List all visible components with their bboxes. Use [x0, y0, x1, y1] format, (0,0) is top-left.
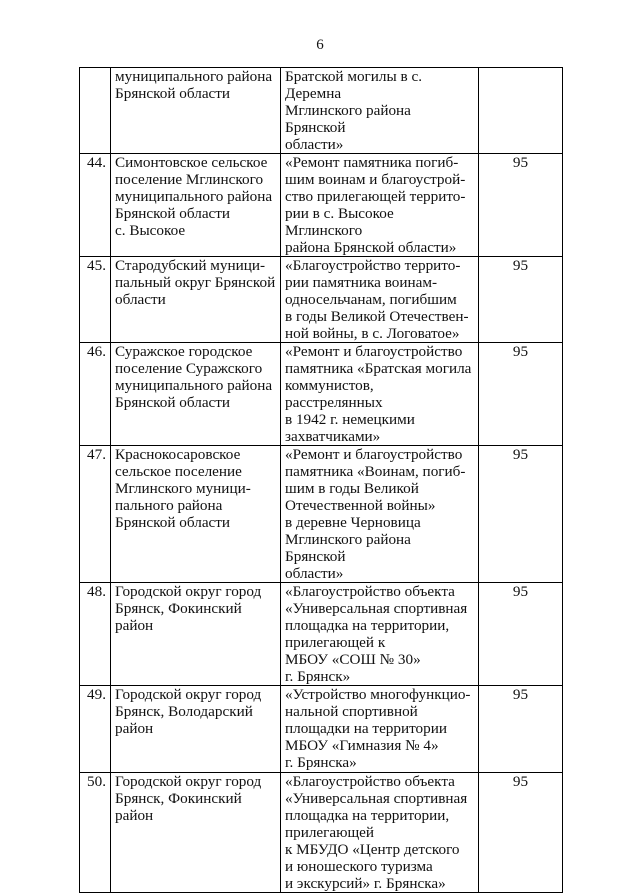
project-name-cell: «Ремонт и благоустройство памятника «Братская могила коммунистов, расстрелянных в 1942 г. немецкими захватчиками» — [281, 343, 479, 446]
row-number: 48. — [80, 583, 111, 686]
amount-cell — [479, 68, 563, 154]
project-name-cell: «Благоустройство террито- рии памятника воинам- односельчанам, погибшим в годы Великой Отечествен- ной войны, в с. Логоватое» — [281, 257, 479, 343]
recipient-cell: Городской округ город Брянск, Фокинский район — [111, 773, 281, 893]
amount-cell: 95 — [479, 686, 563, 773]
row-number: 50. — [80, 773, 111, 893]
amount-cell: 95 — [479, 446, 563, 583]
recipient-cell: муниципального района Брянской области — [111, 68, 281, 154]
row-number — [80, 68, 111, 154]
amount-cell: 95 — [479, 583, 563, 686]
recipient-cell: Суражское городское поселение Суражского муниципального района Брянской области — [111, 343, 281, 446]
recipient-cell: Городской округ город Брянск, Володарский район — [111, 686, 281, 773]
project-name-cell: «Устройство многофункцио- нальной спортивной площадки на территории МБОУ «Гимназия № 4» г. Брянска» — [281, 686, 479, 773]
row-number: 45. — [80, 257, 111, 343]
amount-cell: 95 — [479, 257, 563, 343]
grants-table — [79, 67, 563, 893]
table-row — [80, 583, 563, 686]
row-number: 44. — [80, 154, 111, 257]
page-number: 6 — [316, 37, 324, 53]
project-name-cell: «Ремонт памятника погиб- шим воинам и благоустрой- ство прилегающей террито- рии в с. Высокое Мглинского района Брянской области» — [281, 154, 479, 257]
table-row — [80, 446, 563, 583]
recipient-cell: Городской округ город Брянск, Фокинский район — [111, 583, 281, 686]
table-row — [80, 154, 563, 257]
recipient-cell: Краснокосаровское сельское поселение Мглинского муници- пального района Брянской области — [111, 446, 281, 583]
table-row — [80, 68, 563, 154]
recipient-cell: Симонтовское сельское поселение Мглинского муниципального района Брянской области с. Высокое — [111, 154, 281, 257]
table-row — [80, 257, 563, 343]
amount-cell: 95 — [479, 154, 563, 257]
project-name-cell: «Ремонт и благоустройство памятника «Воинам, погиб- шим в годы Великой Отечественной войны» в деревне Черновица Мглинского района Брянской области» — [281, 446, 479, 583]
row-number: 49. — [80, 686, 111, 773]
project-name-cell: Братской могилы в с. Деремна Мглинского района Брянской области» — [281, 68, 479, 154]
table-row — [80, 343, 563, 446]
table-row — [80, 773, 563, 893]
project-name-cell: «Благоустройство объекта «Универсальная спортивная площадка на территории, прилегающей к МБУДО «Центр детского и юношеского туризма и экскурсий» г. Брянска» — [281, 773, 479, 893]
project-name-cell: «Благоустройство объекта «Универсальная спортивная площадка на территории, прилегающей к МБОУ «СОШ № 30» г. Брянск» — [281, 583, 479, 686]
row-number: 46. — [80, 343, 111, 446]
amount-cell: 95 — [479, 773, 563, 893]
recipient-cell: Стародубский муници- пальный округ Брянской области — [111, 257, 281, 343]
amount-cell: 95 — [479, 343, 563, 446]
table-row — [80, 686, 563, 773]
row-number: 47. — [80, 446, 111, 583]
